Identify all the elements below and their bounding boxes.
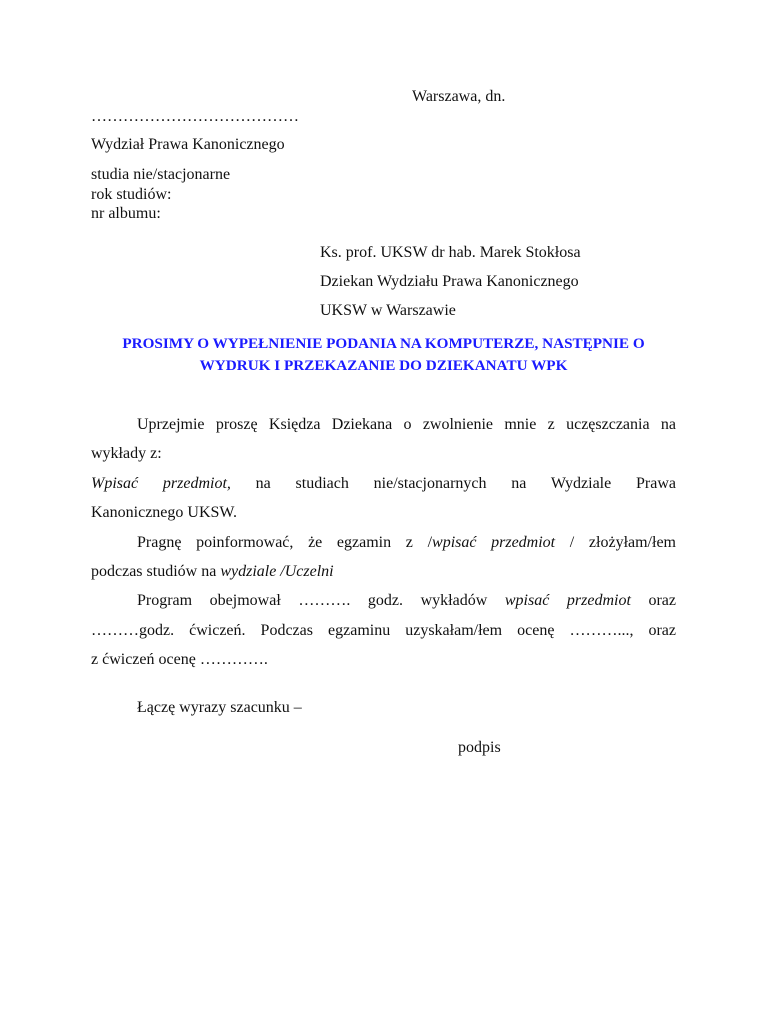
p2-line1-b: / złożyłam/łem	[555, 534, 676, 551]
p1-line1: Uprzejmie proszę Księdza Dziekana o zwolnienie mnie z uczęszczania na	[137, 416, 676, 433]
album-number: nr albumu:	[91, 205, 161, 222]
recipient-name: Ks. prof. UKSW dr hab. Marek Stokłosa	[320, 244, 581, 261]
p1-line3-rest: na studiach nie/stacjonarnych na Wydziale Prawa	[230, 475, 676, 492]
fill-in-notice: PROSIMY O WYPEŁNIENIE PODANIA NA KOMPUTERZE, NASTĘPNIE O WYDRUK I PRZEKAZANIE DO DZIEKANATU WPK	[122, 335, 645, 374]
body-line	[137, 592, 676, 610]
body-line: z ćwiczeń ocenę ………….	[91, 651, 268, 668]
city-date: Warszawa, dn.	[412, 88, 506, 105]
body-line	[91, 475, 676, 493]
year-of-study: rok studiów:	[91, 186, 172, 203]
recipient-title: Dziekan Wydziału Prawa Kanonicznego	[320, 273, 579, 290]
signature-label: podpis	[458, 739, 501, 756]
closing-line: Łączę wyrazy szacunku –	[137, 699, 302, 716]
subject-placeholder: wpisać przedmiot	[504, 592, 631, 609]
p2-line2-a: podczas studiów na	[91, 563, 221, 580]
faculty-placeholder: wydziale /Uczelni	[220, 563, 334, 580]
p3-line1-b: oraz	[630, 592, 677, 609]
subject-placeholder: Wpisać przedmiot,	[91, 475, 231, 492]
study-mode: studia nie/stacjonarne	[91, 166, 231, 183]
body-line	[137, 534, 676, 552]
body-line: wykłady z:	[91, 445, 162, 462]
p3-line2: ………godz. ćwiczeń. Podczas egzaminu uzyskałam/łem ocenę ………..., oraz	[91, 622, 676, 639]
p2-line1-a: Pragnę poinformować, że egzamin z /	[137, 534, 433, 551]
subject-placeholder: wpisać przedmiot	[432, 534, 556, 551]
body-line	[91, 563, 676, 581]
recipient-institution: UKSW w Warszawie	[320, 302, 456, 319]
body-line	[91, 622, 676, 640]
date-dots: …………………………………	[91, 108, 299, 125]
p3-line1-a: Program obejmował ………. godz. wykładów	[137, 592, 505, 609]
body-line: Kanonicznego UKSW.	[91, 504, 238, 521]
body-line	[137, 416, 676, 434]
faculty-name: Wydział Prawa Kanonicznego	[91, 136, 285, 153]
